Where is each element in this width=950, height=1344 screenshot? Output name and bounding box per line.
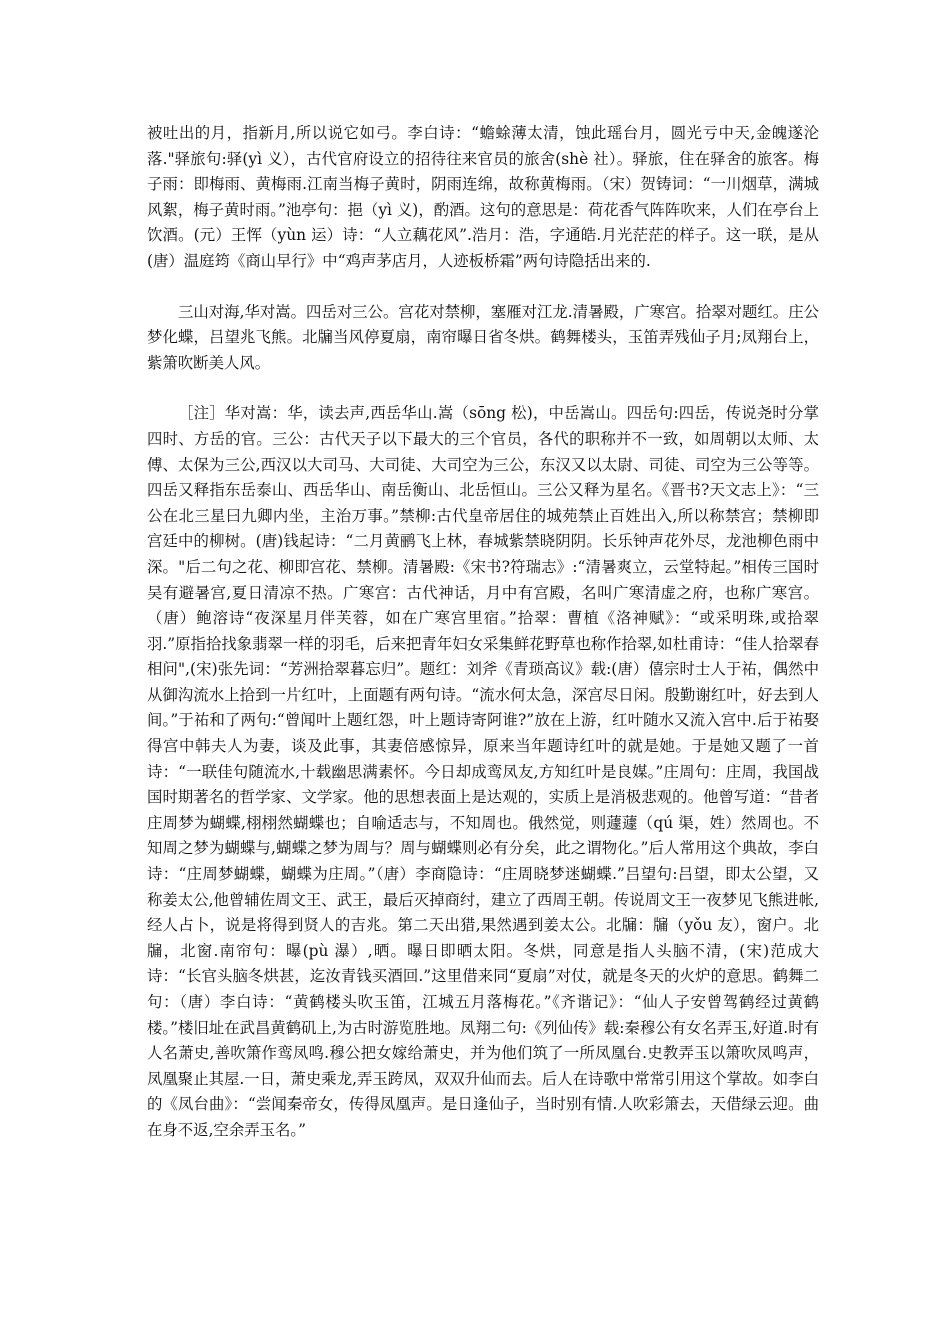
- paragraph-verse: 三山对海,华对嵩。四岳对三公。宫花对禁柳，塞雁对江龙.清暑殿，广寒宫。拾翠对题红。庄公梦化蝶，吕望兆飞熊。北牖当风停夏扇，南帘曝日省冬烘。鹤舞楼头，玉笛弄残仙子月;凤翔台上，紫箫吹断美人风。: [147, 302, 819, 372]
- paragraph-annotation-continued: 被吐出的月，指新月,所以说它如弓。李白诗：“蟾蜍薄太清，蚀此瑶台月，圆光亏中天,金魄遂沦落."驿旅句:驿(yì 义），古代官府设立的招待往来官员的旅舍(shè 社）。驿旅，住在驿舍的旅客。梅子雨：即梅雨、黄梅雨.江南当梅子黄时，阴雨连绵，故称黄梅雨。（宋）贺铸词：“一川烟草，满城风絮，梅子黄时雨。”池亭句：挹（yì 义)，酌酒。这句的意思是：荷花香气阵阵吹来，人们在亭台上饮酒。(元）王恽（yùn 运）诗：“人立藕花风”.浩月：浩，字通皓.月光茫茫的样子。这一联，是从(唐）温庭筠《商山早行》中“鸡声茅店月，人迹板桥霜”两句诗隐括出来的.: [147, 124, 819, 270]
- document-body: [147, 121, 819, 1144]
- paragraph-notes: ［注］华对嵩：华，读去声,西岳华山.嵩（sōng 松)，中岳嵩山。四岳句:四岳，传说尧时分掌四时、方岳的官。三公：古代天子以下最大的三个官员，各代的职称并不一致，如周朝以太师、太傅、太保为三公,西汉以大司马、大司徒、大司空为三公，东汉又以太尉、司徒、司空为三公等等。四岳又释指东岳泰山、西岳华山、南岳衡山、北岳恒山。三公又释为星名。《晋书?天文志上》：“三公在北三星曰九卿内坐，主治万事。”禁柳:古代皇帝居住的城苑禁止百姓出入,所以称禁宫；禁柳即宫廷中的柳树。(唐)钱起诗：“二月黄鹂飞上林，春城紫禁晓阴阴。长乐钟声花外尽，龙池柳色雨中深。"后二句之花、柳即宫花、禁柳。清暑殿:《宋书?符瑞志》:“清暑爽立，云堂特起。”相传三国时吴有避暑宫,夏日清凉不热。广寒宫：古代神话，月中有宫殿，名叫广寒清虚之府，也称广寒宫。（唐）鲍溶诗“夜深星月伴芙蓉，如在广寒宫里宿。”拾翠：曹植《洛神赋》：“或采明珠,或拾翠羽.”原指拾找象翡翠一样的羽毛，后来把青年妇女采集鲜花野草也称作拾翠,如杜甫诗：“佳人拾翠春相问",(宋)张先词：“芳洲拾翠暮忘归”。题红：刘斧《青琐高议》载:(唐）僖宗时士人于祐，偶然中从御沟流水上拾到一片红叶，上面题有两句诗。“流水何太急，深宫尽日闲。殷勤谢红叶，好去到人间。”于祐和了两句:“曾闻叶上题红怨，叶上题诗寄阿谁?”放在上游，红叶随水又流入宫中.后于祐娶得宫中韩夫人为妻，谈及此事，其妻倍感惊异，原来当年题诗红叶的就是她。于是她又题了一首诗：“一联佳句随流水,十载幽思满素怀。今日却成鸾凤友,方知红叶是良媒。”庄周句：庄周，我国战国时期著名的哲学家、文学家。他的思想表面上是达观的，实质上是消极悲观的。他曾写道：“昔者庄周梦为蝴蝶,栩栩然蝴蝶也；自喻适志与，不知周也。俄然觉，则蘧蘧（qú 渠，姓）然周也。不知周之梦为蝴蝶与,蝴蝶之梦为周与？周与蝴蝶则必有分矣，此之谓物化。”后人常用这个典故，李白诗：“庄周梦蝴蝶，蝴蝶为庄周。”（唐）李商隐诗：“庄周晓梦迷蝴蝶.”吕望句:吕望，即太公望，又称姜太公,他曾辅佐周文王、武王，最后灭掉商纣，建立了西周王朝。传说周文王一夜梦见飞熊进帐,经人占卜，说是将得到贤人的吉兆。第二天出猎,果然遇到姜太公。北牖：牖（yǒu 友），窗户。北牖，北窗.南帘句：曝(pù 瀑）,晒。曝日即晒太阳。冬烘，同意是指人头脑不清，(宋)范成大诗：“长官头脑冬烘甚，迄汝青钱买酒回.”这里借来同“夏扇”对仗，就是冬天的火炉的意思。鹤舞二句：（唐）李白诗：“黄鹤楼头吹玉笛，江城五月落梅花。”《齐谐记》：“仙人子安曾驾鹤经过黄鹤楼。”楼旧址在武昌黄鹤矶上,为古时游览胜地。凤翔二句:《列仙传》载:秦穆公有女名弄玉,好道.时有人名萧史,善吹箫作鸾凤鸣.穆公把女嫁给萧史，并为他们筑了一所凤凰台.史教弄玉以箫吹凤鸣声，凤凰聚止其屋.一日，萧史乘龙,弄玉跨凤，双双升仙而去。后人在诗歌中常常引用这个掌故。如李白的《凤台曲》：“尝闻秦帝女，传得凤凰声。是日逢仙子，当时别有情.人吹彩箫去，天借绿云迎。曲在身不返,空余弄玉名。”: [147, 404, 819, 1139]
